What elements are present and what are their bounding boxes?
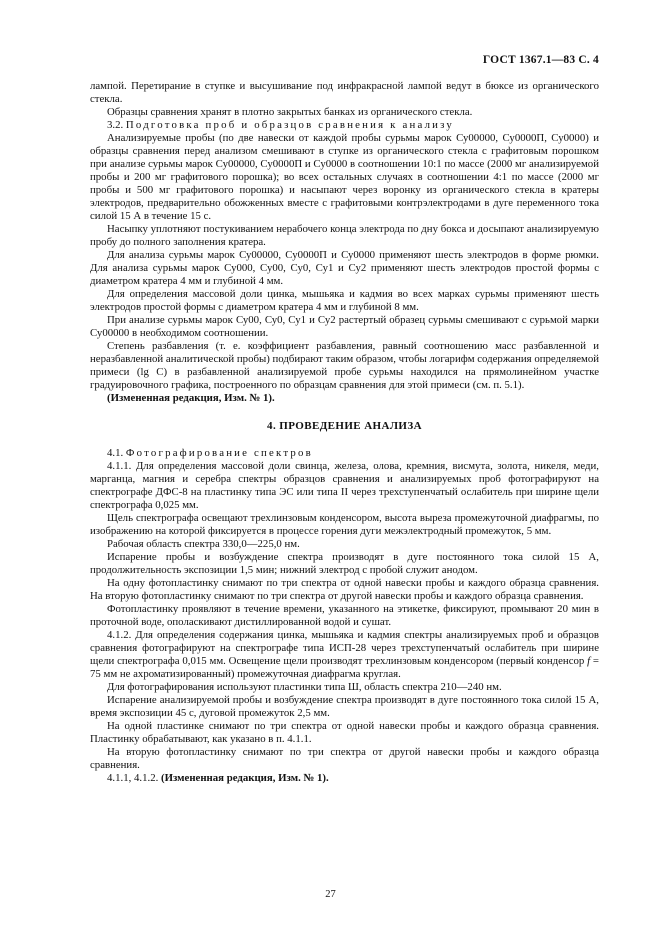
paragraph-dilution: Степень разбавления (т. е. коэффициент разбавления, равный соотношению масс разбавленной и неразбавленной аналитической пробы) подбирают таким образом, чтобы логарифм содержания определяемой примеси (lg C) в разбавленной анализируемой пробе сурьмы находился на прямолинейном участке градуировочного графика, построенного по образцам сравнения для этой примеси (см. п. 5.1).: [90, 340, 599, 391]
paragraph-zinc: Для определения массовой доли цинка, мышьяка и кадмия во всех марках сурьмы применяют шесть электродов простой формы с диаметром кратера 4 мм и глубиной 8 мм.: [90, 288, 599, 313]
document-body: [90, 80, 599, 785]
paragraph-continued: лампой. Перетирание в ступке и высушивание под инфракрасной лампой ведут в бюксе из органического стекла.: [90, 80, 599, 105]
paragraph-raster: При анализе сурьмы марок Су00, Су0, Су1 и Су2 растертый образец сурьмы смешивают с сурьмой марки Су00000 в необходимом соотношении.: [90, 314, 599, 339]
revision-note: (Измененная редакция, Изм. № 1).: [107, 392, 275, 404]
revision-note-2: [90, 772, 599, 785]
paragraph-spectral-region: Рабочая область спектра 330,0—225,0 нм.: [107, 538, 300, 550]
subsection-3-2-heading: [90, 119, 599, 132]
subsection-title: Подготовка проб и образцов сравнения к анализу: [125, 119, 454, 131]
subsection-4-1-heading: [90, 447, 599, 460]
paragraph-slit: Щель спектрографа освещают трехлинзовым конденсором, высота выреза промежуточной диафрагмы, по изображению на которой фиксируется в процессе горения дуги межэлектродный промежуток, 5 мм.: [90, 512, 599, 537]
subsection-title: Фотографирование спектров: [125, 447, 313, 459]
paragraph-analyzed-samples: Анализируемые пробы (по две навески от каждой пробы сурьмы марок Су00000, Су0000П, Су0000) и образцы сравнения перед анализом смешивают в ступке из органического стекла с графитовым порошком при анализе сурьмы марок Су00000, Су0000П и Су0000 в соотношении 10:1 по массе (2000 мг анализируемой пробы и 200 мг графитового порошка); во всех остальных случаях в соотношении 4:1 по массе (2000 мг пробы и 500 мг графитового порошка) и насыпают через воронку из органического стекла в кратеры электродов, предварительно обожженных вместе с графитовыми контрэлектродами в дуге переменного тока силой 15 А в течение 15 с.: [90, 132, 599, 222]
paragraph-plate-three: На вторую фотопластинку снимают по три спектра от другой навески пробы и каждого образца сравнения.: [90, 746, 599, 771]
paragraph-evaporation-2: Испарение анализируемой пробы и возбуждение спектра производят в дуге постоянного тока силой 15 А, время экспозиции 45 с, дуговой промежуток 2,5 мм.: [90, 694, 599, 719]
paragraph-storage: Образцы сравнения хранят в плотно закрытых банках из органического стекла.: [107, 106, 473, 118]
paragraph-4-1-1: 4.1.1. Для определения массовой доли свинца, железа, олова, кремния, висмута, золота, никеля, меди, марганца, магния и серебра спектры образцов сравнения и анализируемых проб фотографируют на спектрографе ДФС-8 на пластинку типа ЭС или типа II через трехступенчатый ослабитель при ширине щели спектрографа 0,025 мм.: [90, 460, 599, 511]
revision-refs: 4.1.1, 4.1.2.: [107, 772, 159, 784]
text-part: 4.1.2. Для определения содержания цинка, мышьяка и кадмия спектры анализируемых проб и образцов сравнения фотографируют на спектрографе типа ИСП-28 через трехступенчатый ослабитель при ширине щели спектрографа 0,015 мм. Освещение щели производят трехлинзовым конденсором (первый конденсор: [90, 629, 599, 667]
revision-text: (Измененная редакция, Изм. № 1).: [161, 772, 329, 784]
subsection-number: 3.2.: [107, 119, 124, 131]
text-part: = 75 мм не ахроматизированный) промежуточная диафрагма круглая.: [90, 655, 599, 680]
subsection-number: 4.1.: [107, 447, 124, 459]
paragraph-plates-type: Для фотографирования используют пластинки типа Ш, область спектра 210—240 нм.: [107, 681, 502, 693]
document-header: ГОСТ 1367.1—83 С. 4: [482, 54, 599, 66]
section-4-title: 4. ПРОВЕДЕНИЕ АНАЛИЗА: [267, 420, 422, 432]
paragraph-develop: Фотопластинку проявляют в течение времени, указанного на этикетке, фиксируют, промывают 20 мин в проточной воде, ополаскивают дистиллированной водой и сушат.: [90, 603, 599, 628]
paragraph-electrodes: Для анализа сурьмы марок Су00000, Су0000П и Су0000 применяют шесть электродов в форме рюмки. Для анализа сурьмы марок Су000, Су00, Су0, Су1 и Су2 применяют шесть электродов простой формы с диаметром кратера 4 мм и глубиной 4 мм.: [90, 249, 599, 287]
paragraph-4-1-2: [90, 629, 599, 681]
paragraph-plate-two: На одной пластинке снимают по три спектра от одной навески пробы и каждого образца сравнения. Пластинку обрабатывают, как указано в п. 4.1.1.: [90, 720, 599, 745]
paragraph-compaction: Насыпку уплотняют постукиванием нерабочего конца электрода по дну бокса и досыпают анализируемую пробу до полного заполнения кратера.: [90, 223, 599, 248]
page-number: 27: [325, 889, 336, 900]
paragraph-evaporation: Испарение пробы и возбуждение спектра производят в дуге постоянного тока силой 15 А, продолжительность экспозиции 1,5 мин; нижний электрод с пробой служит анодом.: [90, 551, 599, 576]
formula-variable: f: [587, 655, 591, 667]
paragraph-plate-one: На одну фотопластинку снимают по три спектра от одной навески пробы и каждого образца сравнения. На вторую фотопластинку снимают по три спектра от другой навески пробы и каждого образца сравнения.: [90, 577, 599, 602]
